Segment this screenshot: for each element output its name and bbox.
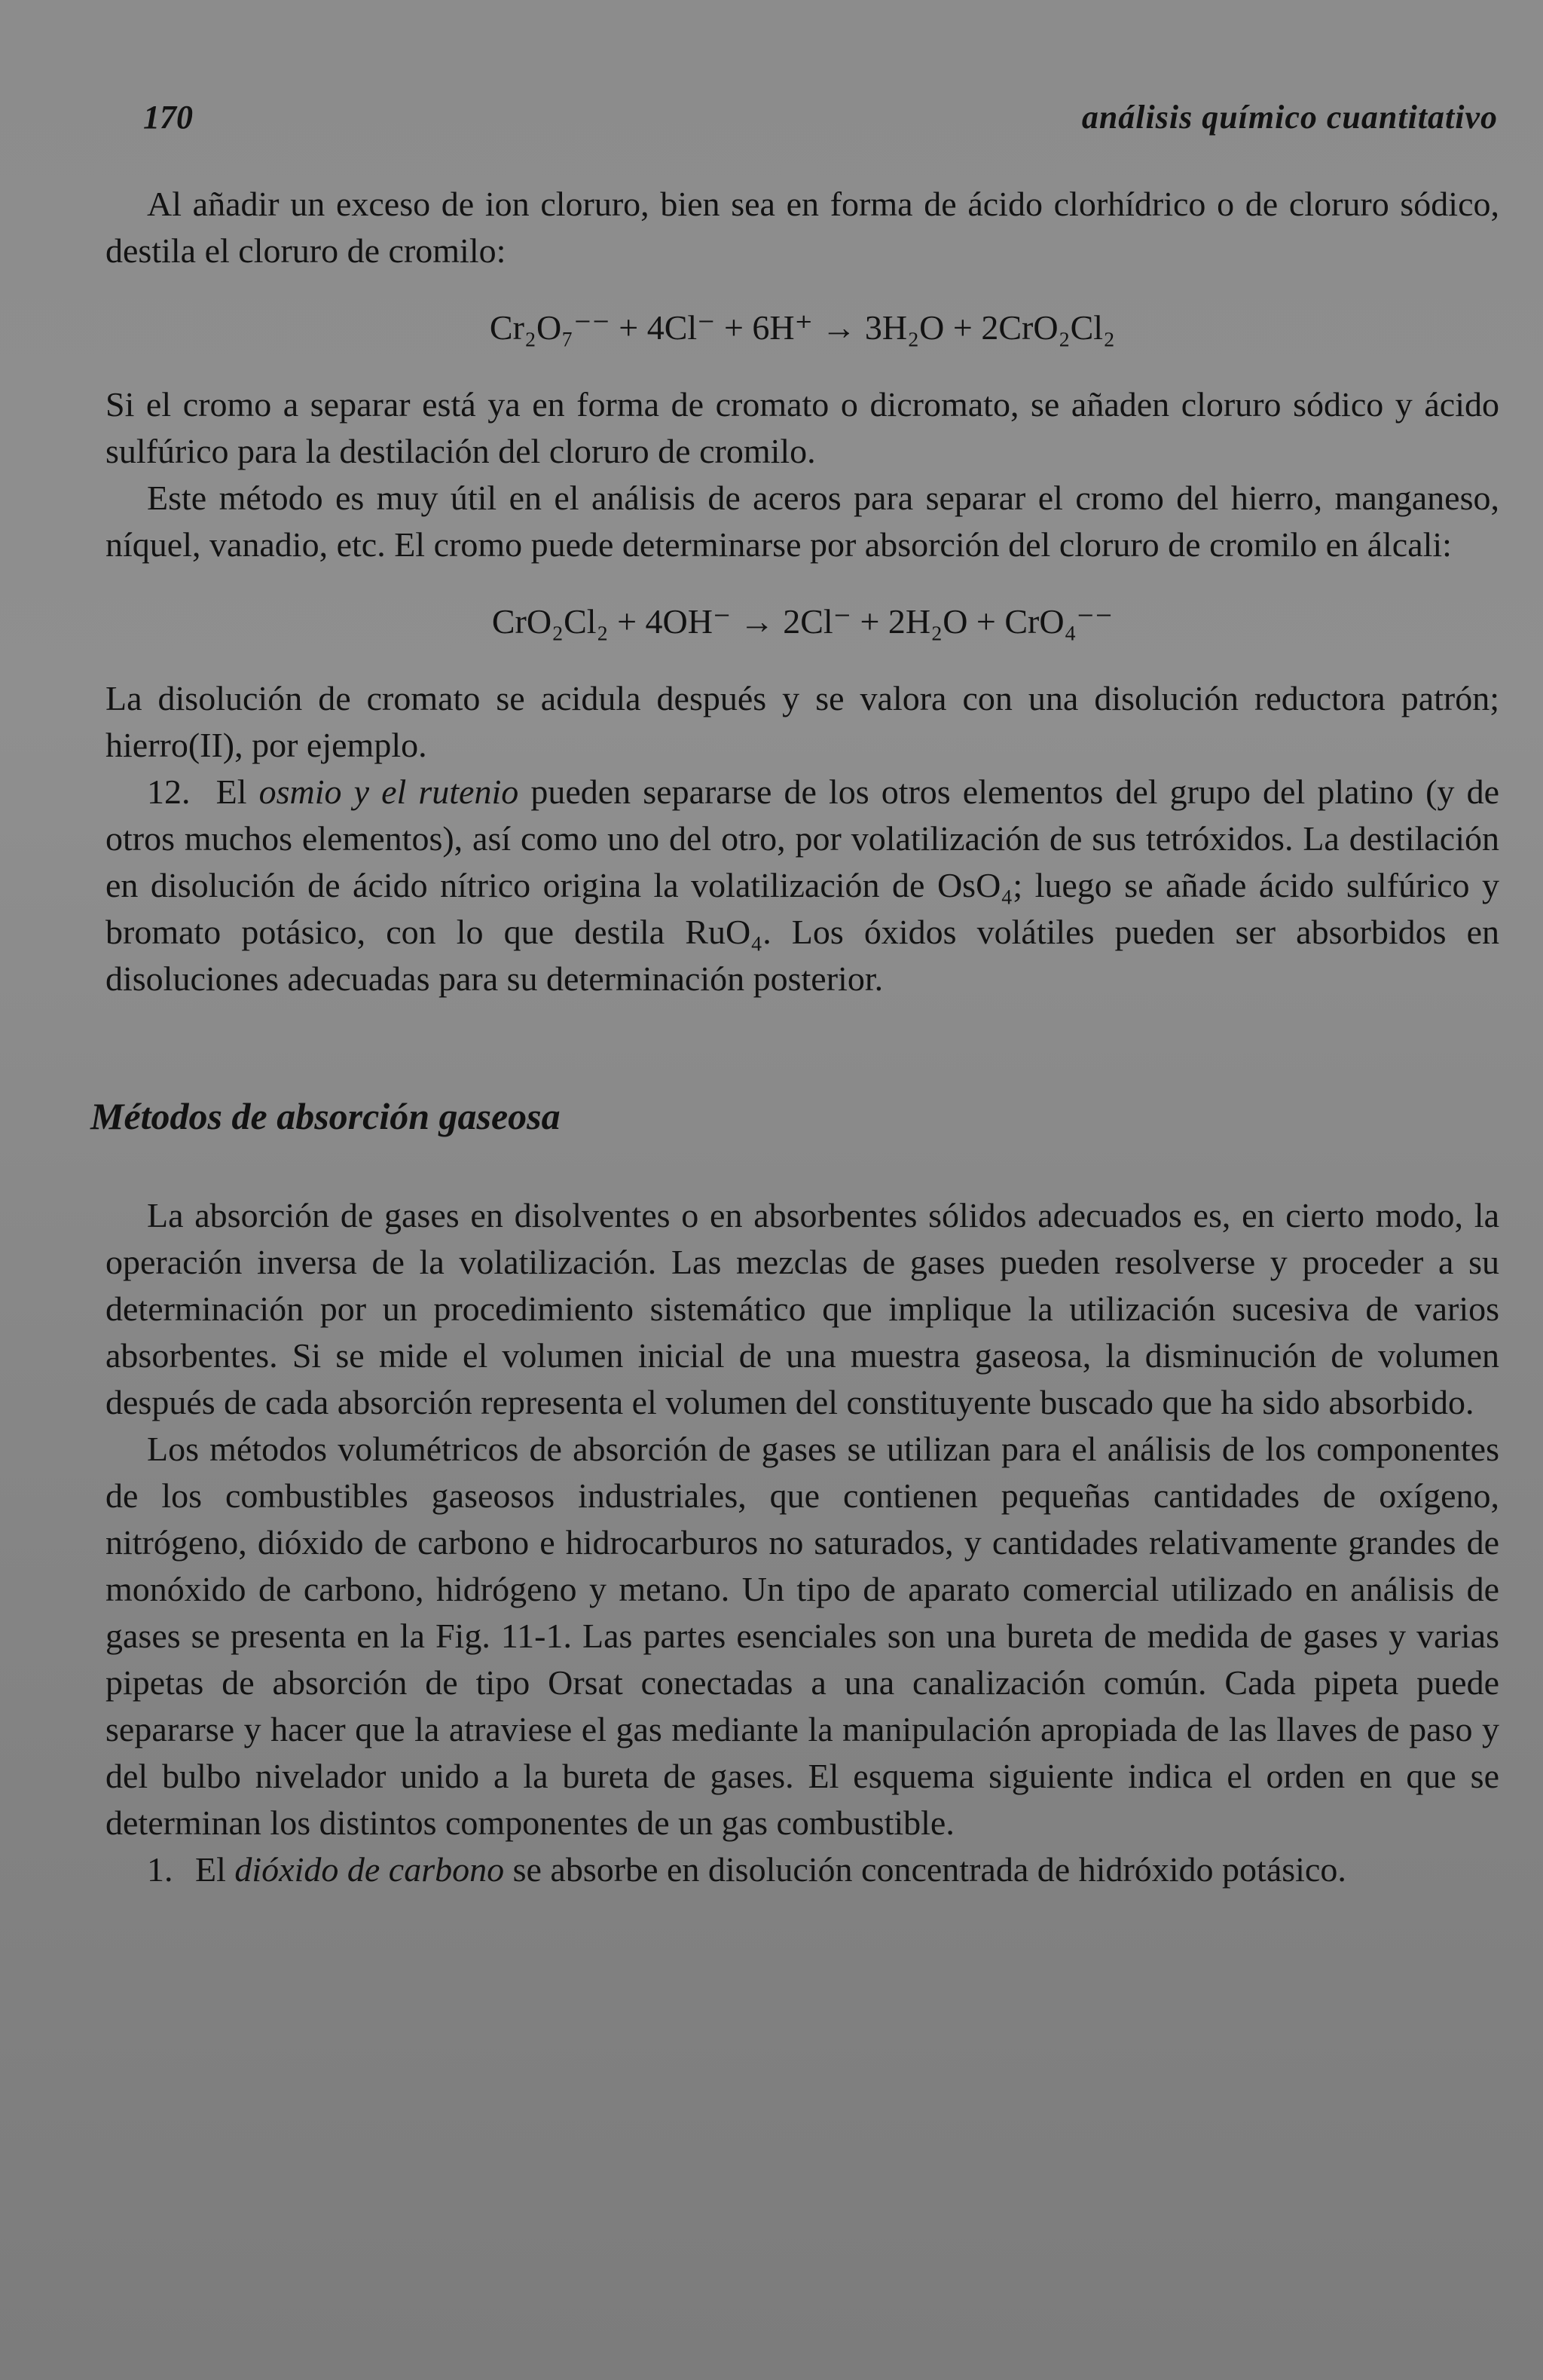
item-emphasis: osmio y el rutenio <box>258 772 519 811</box>
running-head: análisis químico cuantitativo <box>1081 99 1498 136</box>
item-text: pueden separarse de los otros elementos del grupo del platino (y de otros muchos elementos), así como uno del otro, por volatilización de sus tetróxidos. La destilación en disolución de ácido nítrico origina la volatilización de OsO₄; luego se añade ácido sulfúrico y bromato potásico, con lo que destila RuO₄. Los óxidos volátiles pueden ser absorbidos en disoluciones adecuadas para su determinación posterior. <box>105 772 1500 998</box>
paragraph-osmium-ruthenium <box>105 769 1499 1002</box>
item-emphasis: dióxido de carbono <box>234 1850 505 1889</box>
paragraph-titration: La disolución de cromato se acidula después y se valora con una disolución reductora patrón; hierro(II), por ejemplo. <box>105 679 1499 764</box>
item-text: se absorbe en disolución concentrada de hidróxido potásico. <box>512 1850 1346 1889</box>
equation-absorption-alkali: CrO₂Cl₂ + 4OH⁻ → 2Cl⁻ + 2H₂O + CrO₄⁻⁻ <box>491 602 1114 641</box>
page-body <box>90 181 1500 1893</box>
paragraph-gas-absorption: La absorción de gases en disolventes o en absorbentes sólidos adecuados es, en cierto modo, la operación inversa de la volatilización. Las mezclas de gases pueden resolverse y proceder a su determinación por un procedimiento sistemático que implique la utilización sucesiva de varios absorbentes. Si se mide el volumen inicial de una muestra gaseosa, la disminución de volumen después de cada absorción representa el volumen del constituyente buscado que ha sido absorbido. <box>105 1196 1499 1421</box>
paragraph-chromate: Si el cromo a separar está ya en forma de cromato o dicromato, se añaden cloruro sódico y ácido sulfúrico para la destilación del cloruro de cromilo. <box>105 385 1499 470</box>
equation-dichromate: Cr₂O₇⁻⁻ + 4Cl⁻ + 6H⁺ → 3H₂O + 2CrO₂Cl₂ <box>489 308 1116 347</box>
section-heading: Métodos de absorción gaseosa <box>90 1095 561 1137</box>
item-lead: El <box>215 772 247 811</box>
page-number: 170 <box>143 99 193 136</box>
paragraph-carbon-dioxide <box>105 1846 1499 1893</box>
item-lead: El <box>195 1850 226 1889</box>
item-number: 1. <box>147 1850 173 1889</box>
item-number: 12. <box>147 772 191 811</box>
paragraph-chromyl-chloride: Al añadir un exceso de ion cloruro, bien sea en forma de ácido clorhídrico o de cloruro sódico, destila el cloruro de cromilo: <box>105 185 1499 270</box>
paragraph-steel-analysis: Este método es muy útil en el análisis de aceros para separar el cromo del hierro, manganeso, níquel, vanadio, etc. El cromo puede determinarse por absorción del cloruro de cromilo en álcali: <box>105 479 1499 564</box>
paragraph-volumetric-methods: Los métodos volumétricos de absorción de gases se utilizan para el análisis de los componentes de los combustibles gaseosos industriales, que contienen pequeñas cantidades de oxígeno, nitrógeno, dióxido de carbono e hidrocarburos no saturados, y cantidades relativamente grandes de monóxido de carbono, hidrógeno y metano. Un tipo de aparato comercial utilizado en análisis de gases se presenta en la Fig. 11-1. Las partes esenciales son una bureta de medida de gases y varias pipetas de absorción de tipo Orsat conectadas a una canalización común. Cada pipeta puede separarse y hacer que la atraviese el gas mediante la manipulación apropiada de las llaves de paso y del bulbo nivelador unido a la bureta de gases. El esquema siguiente indica el orden en que se determinan los distintos componentes de un gas combustible. <box>105 1430 1499 1842</box>
page-header <box>143 98 1498 143</box>
